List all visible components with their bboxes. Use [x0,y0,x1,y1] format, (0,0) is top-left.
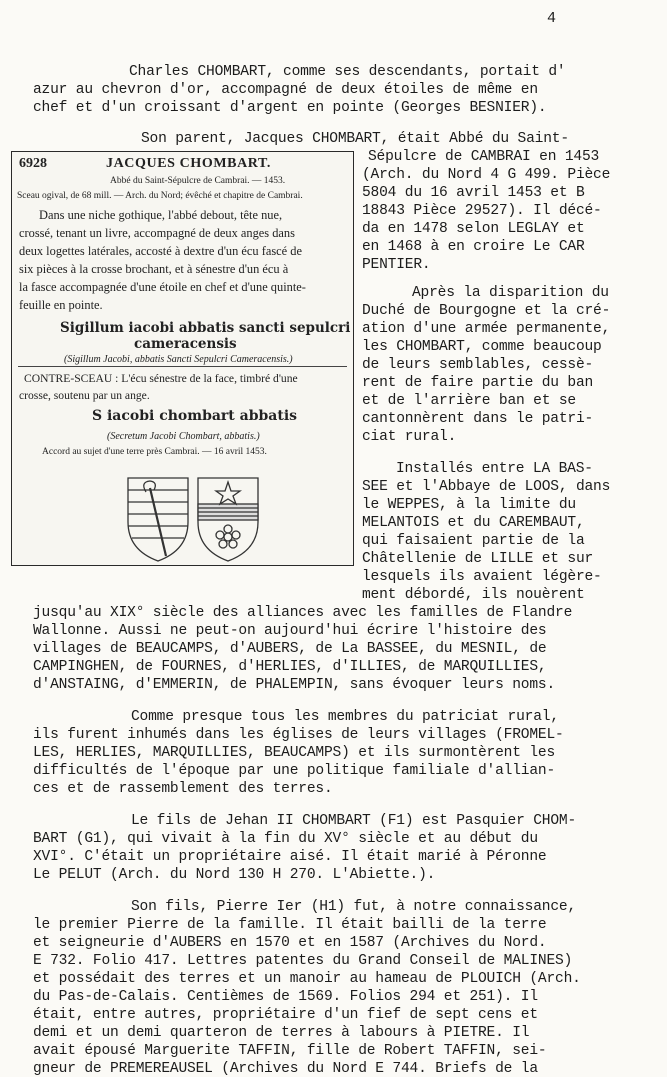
text-line: de leurs semblables, cessè- [362,357,594,373]
text-line: Le PELUT (Arch. du Nord 130 H 270. L'Abiette.). [33,867,436,883]
text-line: chef et d'un croissant d'argent en pointe (Georges BESNIER). [33,100,547,116]
seal-inset [11,151,354,566]
seal-accord: Accord au sujet d'une terre près Cambrai. — 16 avril 1453. [42,447,267,457]
seal-body-line: crossé, tenant un livre, accompagné de deux anges dans [19,226,295,240]
text-line: demi et un demi quarteron de terres à labours à PIETRE. Il [33,1025,530,1041]
seal-description: Sceau ogival, de 68 mill. — Arch. du Nord; évêché et chapitre de Cambrai. [17,191,303,201]
text-line: ciat rural. [362,429,457,445]
text-line: jusqu'au XIX° siècle des alliances avec les familles de Flandre [33,605,573,621]
text-line: SEE et l'Abbaye de LOOS, dans [362,479,611,495]
text-line: était, entre autres, propriétaire d'un fief de sept cens et [33,1007,538,1023]
text-line: ces et de rassemblement des terres. [33,781,333,797]
text-line: Châtellenie de LILLE et sur [362,551,594,567]
text-line: ils furent inhumés dans les églises de leurs villages (FROMEL- [33,727,564,743]
text-line: villages de BEAUCAMPS, d'AUBERS, de La BASSEE, du MESNIL, de [33,641,547,657]
text-line: Installés entre LA BAS- [396,461,593,477]
text-line: et seigneurie d'AUBERS en 1570 et en 1587 (Archives du Nord. [33,935,547,951]
text-line: les CHOMBART, comme beaucoup [362,339,602,355]
seal-body-line: six pièces à la crosse brochant, et à sénestre d'un écu à [19,262,289,276]
text-line: (Arch. du Nord 4 G 499. Pièce [362,167,611,183]
right-shield [198,478,258,561]
text-line: et de l'arrière ban et se [362,393,576,409]
text-line: en 1468 à en croire Le CAR [362,239,585,255]
seal-number: 6928 [19,156,47,171]
text-line: BART (G1), qui vivait à la fin du XV° siècle et au début du [33,831,538,847]
text-line: Après la disparition du [412,285,609,301]
text-line: LES, HERLIES, MARQUILLIES, BEAUCAMPS) et ils surmontèrent les [33,745,556,761]
text-line: 5804 du 16 avril 1453 et B [362,185,585,201]
text-line: gneur de PREMEREAUSEL (Archives du Nord E 744. Briefs de la [33,1061,538,1077]
text-line: Le fils de Jehan II CHOMBART (F1) est Pasquier CHOM- [131,813,576,829]
text-line: le WEPPES, à la limite du [362,497,576,513]
text-line: E 732. Folio 417. Lettres patentes du Grand Conseil de MALINES) [33,953,573,969]
text-line: difficultés de l'époque par une politique familiale d'allian- [33,763,556,779]
text-line: d'ANSTAING, d'EMMERIN, de PHALEMPIN, sans évoquer leurs noms. [33,677,556,693]
seal-body-line: feuille en pointe. [19,298,103,312]
seal-name: JACQUES CHOMBART. [106,156,272,171]
text-line: Son fils, Pierre Ier (H1) fut, à notre connaissance, [131,899,576,915]
seal-body-line: deux logettes latérales, accosté à dextre d'un écu fascé de [19,244,302,258]
text-line: lesquels ils avaient légère- [362,569,602,585]
page-number: 4 [547,10,556,27]
text-line: ment débordé, ils nouèrent [362,587,585,603]
text-line: Sépulcre de CAMBRAI en 1453 [368,149,600,165]
text-line: PENTIER. [362,257,431,273]
text-line: Wallonne. Aussi ne peut-on aujourd'hui écrire l'histoire des [33,623,547,639]
text-line: qui faisaient partie de la [362,533,585,549]
seal-divider [18,366,347,367]
text-line: avait épousé Marguerite TAFFIN, fille de Robert TAFFIN, sei- [33,1043,547,1059]
text-line: XVI°. C'était un propriétaire aisé. Il était marié à Péronne [33,849,547,865]
text-line: du Pas-de-Calais. Centièmes de 1569. Folios 294 et 251). Il [33,989,538,1005]
seal-subtitle: Abbé du Saint-Sépulcre de Cambrai. — 1453. [110,176,286,186]
text-line: azur au chevron d'or, accompagné de deux étoiles de même en [33,82,538,98]
text-line: le premier Pierre de la famille. Il était bailli de la terre [33,917,547,933]
text-line: 18843 Pièce 29527). Il décé- [362,203,602,219]
seal-body-line: la fasce accompagnée d'une étoile en chef et d'une quinte- [19,280,306,294]
counter-seal-line: crosse, soutenu par un ange. [19,389,150,402]
seal-legend-translation: (Sigillum Jacobi, abbatis Sancti Sepulcri Cameracensis.) [64,354,293,365]
text-line: rent de faire partie du ban [362,375,594,391]
left-shield [128,478,188,561]
counter-seal-line: CONTRE-SCEAU : L'écu sénestre de la face, timbré d'une [24,372,298,385]
text-line: MELANTOIS et du CAREMBAUT, [362,515,585,531]
coat-of-arms-shields [124,474,262,564]
counter-legend: S iacobi chombart abbatis [92,408,298,424]
text-line: Charles CHOMBART, comme ses descendants, portait d' [129,64,566,80]
text-line: ation d'une armée permanente, [362,321,611,337]
seal-legend: cameracensis [134,336,237,352]
text-line: CAMPINGHEN, de FOURNES, d'HERLIES, d'ILLIES, de MARQUILLIES, [33,659,547,675]
text-line: Comme presque tous les membres du patriciat rural, [131,709,559,725]
text-line: et possédait des terres et un manoir au hameau de PLOUICH (Arch. [33,971,581,987]
seal-legend: Sigillum iacobi abbatis sancti sepulcri [60,320,351,336]
seal-body-line: Dans une niche gothique, l'abbé debout, tête nue, [39,208,283,222]
text-line: da en 1478 selon LEGLAY et [362,221,585,237]
text-line: Duché de Bourgogne et la cré- [362,303,611,319]
text-line: cantonnèrent dans le patri- [362,411,594,427]
text-line: Son parent, Jacques CHOMBART, était Abbé du Saint- [141,131,569,147]
counter-translation: (Secretum Jacobi Chombart, abbatis.) [107,431,260,442]
